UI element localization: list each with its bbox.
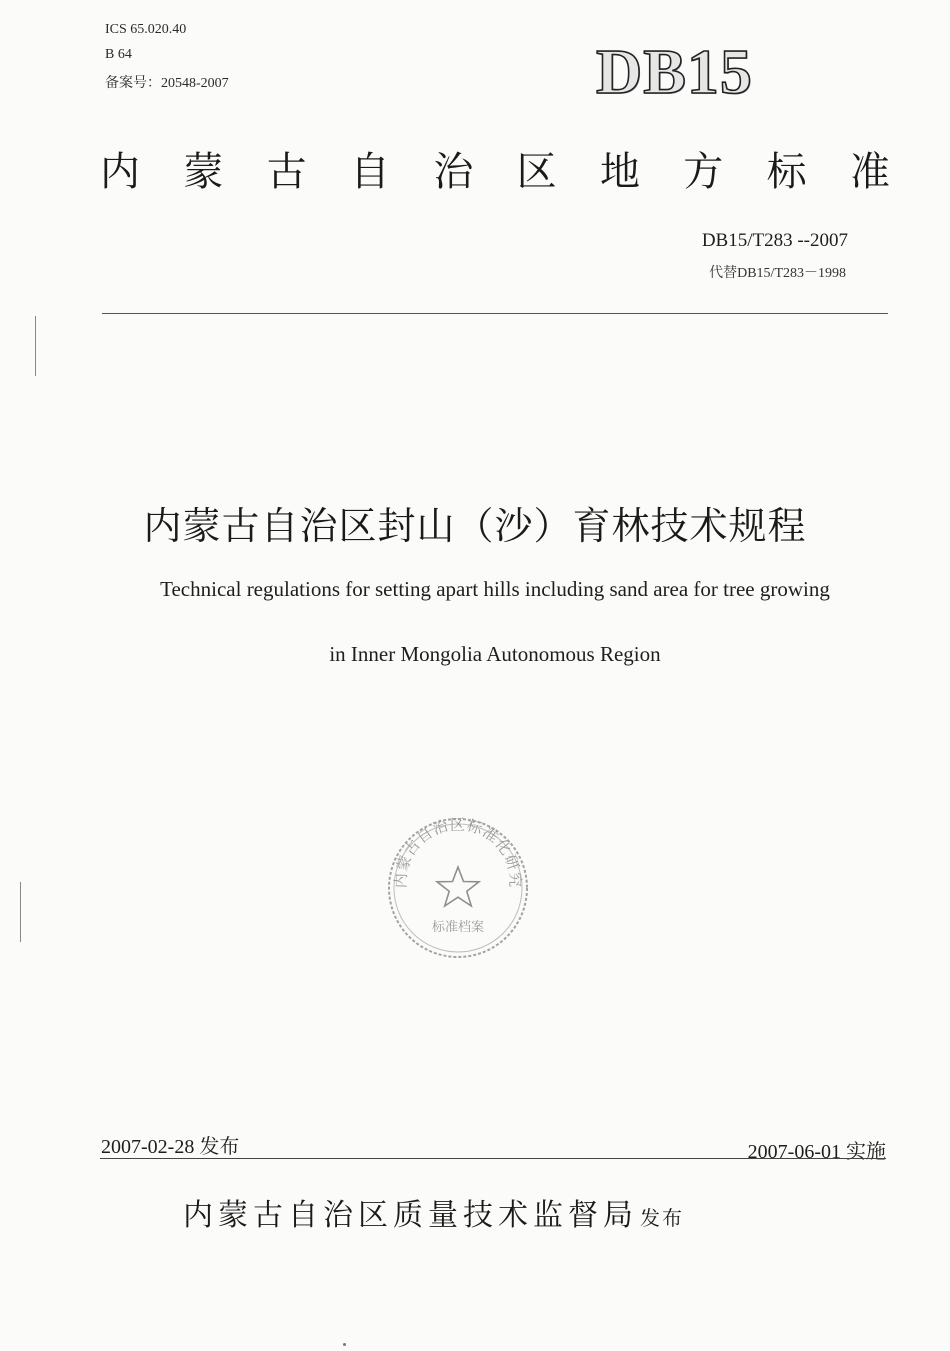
- bottom-divider: [100, 1158, 886, 1159]
- star-icon: [437, 867, 479, 906]
- standard-type-char: 标: [766, 149, 807, 195]
- standard-code: DB15/T283 --2007: [701, 230, 848, 251]
- english-title-line-2: in Inner Mongolia Autonomous Region: [329, 642, 661, 666]
- implementation-date: 2007-06-01 实施: [747, 1141, 886, 1163]
- svg-text:内蒙古自治区标准化研究: [392, 816, 524, 889]
- ics-code: ICS 65.020.40: [105, 22, 187, 37]
- issuing-authority: [183, 1190, 684, 1234]
- standard-type-char: 蒙: [183, 149, 224, 195]
- classification-code: B 64: [105, 47, 132, 62]
- issuer-name: 内蒙古自治区质量技术监督局: [183, 1198, 638, 1233]
- english-title-line-1: Technical regulations for setting apart hills including sand area for tree growing: [160, 577, 830, 601]
- scan-speck: [343, 1343, 346, 1346]
- replaces-code: 代替DB15/T283－1998: [709, 266, 846, 281]
- issuer-suffix: 发布: [640, 1206, 684, 1230]
- chinese-title: 内蒙古自治区封山（沙）育林技术规程: [143, 504, 807, 548]
- record-number: 备案号：20548-2007: [105, 76, 229, 91]
- standard-type-char: 自: [349, 149, 390, 195]
- db15-logo: DB15: [596, 36, 753, 107]
- seal-bottom-text: 标准档案: [431, 920, 485, 935]
- seal-ring-text: 内蒙古自治区标准化研究: [391, 815, 525, 889]
- standard-type-char: 准: [849, 149, 890, 195]
- archive-seal-stamp: [385, 815, 531, 961]
- scan-mark: [35, 316, 39, 376]
- standard-type-char: 区: [516, 149, 557, 195]
- standard-type-char: 方: [683, 149, 724, 195]
- standard-type-char: 治: [433, 149, 474, 195]
- standard-type-char: 内: [100, 149, 140, 195]
- issue-date: 2007-02-28 发布: [101, 1136, 240, 1158]
- standard-type-title: [100, 150, 890, 194]
- standard-type-char: 古: [266, 149, 307, 195]
- top-divider: [102, 313, 888, 314]
- standard-type-char: 地: [599, 149, 640, 195]
- scan-mark: [20, 882, 24, 942]
